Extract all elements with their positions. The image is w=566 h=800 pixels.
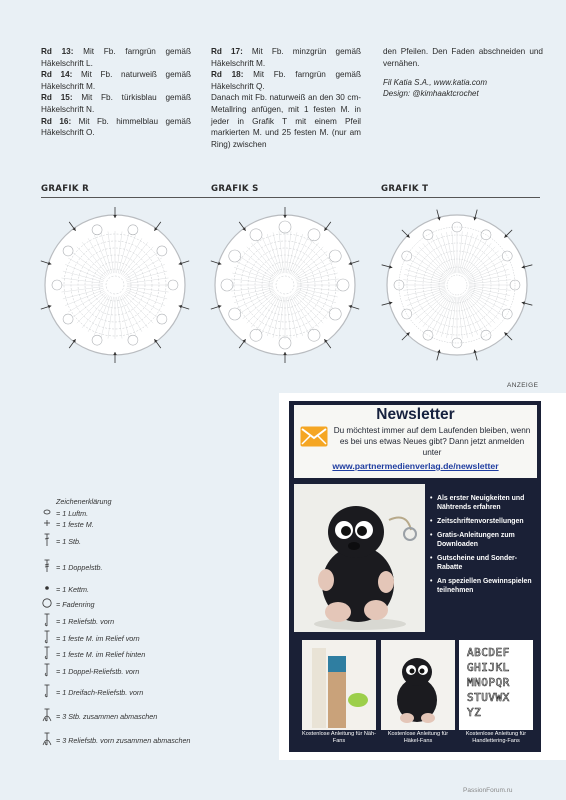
- dc3tog-icon: [41, 708, 53, 722]
- round-text: Mit Fb. naturweiß gemäß Häkelschrift M.: [41, 70, 191, 91]
- front-post-sc-icon: [41, 630, 53, 644]
- crochet-chart-r: [42, 212, 188, 358]
- magic-ring-icon: [41, 596, 53, 610]
- credit-block: [383, 77, 543, 99]
- chart-title-r: GRAFIK R: [41, 184, 90, 194]
- chart-title-s: GRAFIK S: [211, 184, 259, 194]
- round-label: Rd 15:: [41, 93, 73, 103]
- crochet-chart-s: [212, 212, 358, 358]
- slip-stitch-icon: [41, 581, 53, 595]
- single-crochet-icon: [41, 516, 53, 530]
- legend-label: = 1 Kettm.: [56, 585, 89, 594]
- treble-crochet-icon: [41, 559, 53, 573]
- benefit-item: • Gratis-Anleitungen zum Downloaden: [430, 531, 537, 549]
- mole-amigurumi-photo: [294, 484, 425, 632]
- watermark: PassionForum.ru: [463, 787, 513, 794]
- lettering-row: MNOPQR: [467, 676, 510, 689]
- round-instruction: [211, 46, 361, 69]
- round-text: Mit Fb. türkisblau gemäß Häkelschrift N.: [41, 93, 191, 114]
- ring-attach-instruction: Danach mit Fb. naturweiß an den 30 cm-Metallring anfügen, mit 1 festen M. in jeder in Grafik T mit einem Pfeil markierten M. und 25 festen M. (nur am Ring) zwischen: [211, 93, 361, 149]
- legend-label: = 1 Doppelstb.: [56, 563, 103, 572]
- round-instruction: [41, 116, 191, 139]
- lettering-row: STUVWX: [467, 691, 510, 704]
- round-label: Rd 14:: [41, 70, 73, 80]
- thumb-lettering[interactable]: [459, 640, 533, 730]
- double-crochet-icon: [41, 533, 53, 547]
- round-text: Mit Fb. himmelblau gemäß Häkelschrift O.: [41, 116, 191, 138]
- benefit-item: • Zeitschriftenvorstellungen: [430, 517, 537, 526]
- thumb-caption-crochet: Kostenlose Anleitung für Häkel-Fans: [387, 731, 449, 744]
- front-post-dc-icon: [41, 613, 53, 627]
- section-divider: [41, 197, 540, 198]
- crochet-chart-t: [384, 212, 530, 358]
- legend-label: = 1 Dreifach-Reliefstb. vorn: [56, 688, 144, 697]
- round-text: Mit Fb. farngrün gemäß Häkelschrift L.: [41, 47, 191, 68]
- lettering-row: GHIJKL: [467, 661, 510, 674]
- yarn-credit: Fil Katia S.A., www.katia.com: [383, 78, 488, 88]
- round-label: Rd 16:: [41, 116, 72, 126]
- round-instruction: [41, 92, 191, 115]
- newsletter-title: Newsletter: [376, 406, 455, 423]
- round-label: Rd 17:: [211, 47, 243, 56]
- newsletter-benefits-list: [430, 494, 537, 600]
- thumb-caption-sewing: Kostenlose Anleitung für Näh-Fans: [302, 731, 377, 744]
- legend-label: = 1 Luftm.: [56, 509, 89, 518]
- legend-label: = 3 Reliefstb. vorn zusammen abmaschen: [56, 736, 191, 745]
- front-post-tr-icon: [41, 663, 53, 677]
- legend-heading: Zeichenerklärung: [56, 497, 112, 506]
- design-credit: Design: @kimhaaktcrochet: [383, 89, 479, 99]
- benefit-item: • Gutscheine und Sonder-Rabatte: [430, 554, 537, 572]
- round-label: Rd 13:: [41, 47, 74, 56]
- legend-label: = 3 Stb. zusammen abmaschen: [56, 712, 158, 721]
- legend-label: = 1 feste M. im Relief vorn: [56, 634, 140, 643]
- benefit-item: • An speziellen Gewinnspielen teilnehmen: [430, 577, 537, 595]
- thumb-crochet[interactable]: [381, 640, 455, 730]
- instruction-column-1: [41, 46, 191, 139]
- legend-label: = Fadenring: [56, 600, 95, 609]
- back-post-sc-icon: [41, 646, 53, 660]
- lettering-row: YZ: [467, 706, 482, 719]
- round-text: Mit Fb. minzgrün gemäß Häkelschrift M.: [211, 47, 362, 68]
- benefit-item: • Als erster Neuigkeiten und Nähtrends erfahren: [430, 494, 537, 512]
- legend-label: = 1 Reliefstb. vorn: [56, 617, 115, 626]
- mail-icon: [300, 426, 328, 447]
- finish-instruction: den Pfeilen. Den Faden abschneiden und vernähen.: [383, 47, 543, 68]
- newsletter-link[interactable]: www.partnermedienverlag.de/newsletter: [332, 461, 499, 471]
- instruction-column-2: [211, 46, 361, 150]
- thumb-caption-lettering: Kostenlose Anleitung für Handlettering-Fans: [465, 731, 527, 744]
- thumb-sewing[interactable]: [302, 640, 376, 730]
- round-instruction: [211, 69, 361, 92]
- lettering-row: ABCDEF: [467, 646, 510, 659]
- chart-title-t: GRAFIK T: [381, 184, 429, 194]
- legend-label: = 1 Doppel-Reliefstb. vorn: [56, 667, 140, 676]
- instruction-column-3: [383, 46, 543, 99]
- ad-label: ANZEIGE: [507, 382, 539, 389]
- legend-label: = 1 feste M. im Relief hinten: [56, 650, 146, 659]
- round-text: Mit Fb. farngrün gemäß Häkelschrift Q.: [211, 70, 361, 91]
- round-label: Rd 18:: [211, 70, 244, 80]
- round-instruction: [41, 46, 191, 69]
- legend-label: = 1 feste M.: [56, 520, 94, 529]
- round-instruction: [41, 69, 191, 92]
- legend-label: = 1 Stb.: [56, 537, 81, 546]
- newsletter-text: Du möchtest immer auf dem Laufenden bleiben, wenn es bei uns etwas Neues gibt? Dann jetzt anmelden unter: [333, 426, 531, 457]
- front-post-dtr-icon: [41, 684, 53, 698]
- fpdc3tog-icon: [41, 732, 53, 746]
